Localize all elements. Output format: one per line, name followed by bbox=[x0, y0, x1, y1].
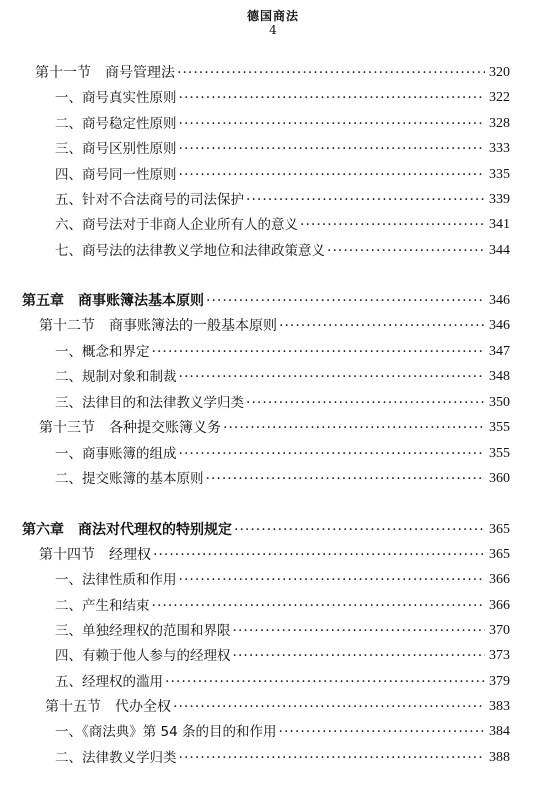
toc-page-number: 355 bbox=[489, 446, 510, 461]
toc-page-number: 341 bbox=[489, 217, 510, 232]
dot-leader bbox=[179, 163, 486, 187]
toc-item-row bbox=[55, 188, 510, 212]
toc-page-number: 366 bbox=[489, 598, 510, 613]
dot-leader bbox=[233, 644, 486, 668]
toc-entry-title: 四、有赖于他人参与的经理权 bbox=[55, 648, 231, 664]
toc-item-row bbox=[55, 619, 510, 643]
toc-entry-title: 五、经理权的滥用 bbox=[55, 674, 163, 690]
toc-item-row bbox=[55, 568, 510, 592]
toc-entry-title: 三、商号区别性原则 bbox=[55, 141, 177, 157]
toc-section-row bbox=[39, 314, 510, 338]
dot-leader bbox=[173, 695, 485, 719]
dot-leader bbox=[233, 619, 486, 643]
toc-page-number: 365 bbox=[489, 547, 510, 562]
toc-page-number: 388 bbox=[489, 750, 510, 765]
toc-page-number: 344 bbox=[489, 243, 510, 258]
toc-page-number: 335 bbox=[489, 167, 510, 182]
toc-entry-title: 六、商号法对于非商人企业所有人的意义 bbox=[55, 217, 298, 233]
dot-leader bbox=[179, 442, 486, 466]
toc-entry-title: 二、产生和结束 bbox=[55, 598, 150, 614]
toc-entry-title: 第十二节 商事账簿法的一般基本原则 bbox=[39, 318, 277, 334]
toc-item-row bbox=[55, 594, 510, 618]
dot-leader bbox=[234, 518, 485, 542]
toc-page-number: 373 bbox=[489, 648, 510, 663]
toc-page-number: 322 bbox=[489, 90, 510, 105]
toc-entry-title: 五、针对不合法商号的司法保护 bbox=[55, 192, 244, 208]
toc-entry-title: 一、法律性质和作用 bbox=[55, 572, 177, 588]
toc-section-row bbox=[39, 543, 510, 567]
toc-item-row bbox=[55, 163, 510, 187]
dot-leader bbox=[179, 365, 486, 389]
toc-item-row bbox=[55, 391, 510, 415]
dot-leader bbox=[152, 340, 486, 364]
toc-item-row bbox=[55, 112, 510, 136]
page-number: 4 bbox=[269, 23, 277, 37]
running-head-title: 德国商法 bbox=[246, 9, 299, 23]
toc-page-number: 379 bbox=[489, 674, 510, 689]
dot-leader bbox=[246, 391, 485, 415]
toc-entry-title: 七、商号法的法律教义学地位和法律政策意义 bbox=[55, 243, 325, 259]
toc-entry-title: 一、商事账簿的组成 bbox=[55, 446, 177, 462]
toc-item-row bbox=[55, 720, 510, 744]
toc-page-number: 350 bbox=[489, 395, 510, 410]
toc-entry-title: 第十三节 各种提交账簿义务 bbox=[39, 420, 221, 436]
toc-page-number: 370 bbox=[489, 623, 510, 638]
dot-leader bbox=[179, 746, 486, 770]
toc-entry-title: 一、商号真实性原则 bbox=[55, 90, 177, 106]
dot-leader bbox=[246, 188, 485, 212]
toc-entry-title: 一、概念和界定 bbox=[55, 344, 150, 360]
toc-item-row bbox=[55, 213, 510, 237]
toc-item-row bbox=[55, 670, 510, 694]
toc-page-number: 320 bbox=[489, 65, 510, 80]
toc-chapter-row bbox=[22, 289, 510, 313]
toc-item-row bbox=[55, 86, 510, 110]
toc-page-number: 328 bbox=[489, 116, 510, 131]
toc-section-row bbox=[39, 416, 510, 440]
toc-entry-title: 第十四节 经理权 bbox=[39, 547, 151, 563]
toc-item-row bbox=[55, 442, 510, 466]
dot-leader bbox=[179, 86, 486, 110]
toc-page-number: 383 bbox=[489, 699, 510, 714]
toc-item-row bbox=[55, 365, 510, 389]
toc-page-number: 360 bbox=[489, 471, 510, 486]
toc-entry-title: 二、规制对象和制裁 bbox=[55, 369, 177, 385]
toc-entry-title: 第六章 商法对代理权的特别规定 bbox=[22, 522, 232, 538]
dot-leader bbox=[179, 568, 486, 592]
dot-leader bbox=[179, 137, 486, 161]
dot-leader bbox=[179, 112, 486, 136]
toc-page-number: 346 bbox=[489, 318, 510, 333]
toc-entry-title: 第十五节 代办全权 bbox=[45, 699, 171, 715]
dot-leader bbox=[152, 594, 486, 618]
toc-page-number: 384 bbox=[489, 724, 510, 739]
toc-entry-title: 三、单独经理权的范围和界限 bbox=[55, 623, 231, 639]
dot-leader bbox=[279, 720, 485, 744]
toc-entry-title: 第五章 商事账簿法基本原则 bbox=[22, 293, 204, 309]
toc-page-number: 365 bbox=[489, 522, 510, 537]
toc-entry-title: 二、提交账簿的基本原则 bbox=[55, 471, 204, 487]
dot-leader bbox=[153, 543, 485, 567]
toc-item-row bbox=[55, 746, 510, 770]
toc-entry-title: 二、法律教义学归类 bbox=[55, 750, 177, 766]
toc-entry-title: 二、商号稳定性原则 bbox=[55, 116, 177, 132]
toc-item-row bbox=[55, 239, 510, 263]
toc-entry-title: 第十一节 商号管理法 bbox=[35, 65, 175, 81]
dot-leader bbox=[300, 213, 485, 237]
dot-leader bbox=[206, 467, 486, 491]
toc-section-row bbox=[35, 61, 510, 85]
toc-item-row bbox=[55, 137, 510, 161]
dot-leader bbox=[327, 239, 485, 263]
toc-page-number: 355 bbox=[489, 420, 510, 435]
toc-item-row bbox=[55, 340, 510, 364]
toc-page-number: 346 bbox=[489, 293, 510, 308]
toc-entry-title: 一、《商法典》第 54 条的目的和作用 bbox=[55, 724, 277, 740]
toc-page-number: 347 bbox=[489, 344, 510, 359]
toc-entry-title: 四、商号同一性原则 bbox=[55, 167, 177, 183]
toc-page-number: 333 bbox=[489, 141, 510, 156]
toc-page-number: 348 bbox=[489, 369, 510, 384]
toc-item-row bbox=[55, 467, 510, 491]
toc-section-row bbox=[45, 695, 510, 719]
toc-page-number: 366 bbox=[489, 572, 510, 587]
toc-page-number: 339 bbox=[489, 192, 510, 207]
dot-leader bbox=[206, 289, 485, 313]
page-header bbox=[0, 9, 546, 37]
dot-leader bbox=[279, 314, 485, 338]
dot-leader bbox=[223, 416, 485, 440]
dot-leader bbox=[177, 61, 485, 85]
toc-item-row bbox=[55, 644, 510, 668]
dot-leader bbox=[165, 670, 485, 694]
toc-chapter-row bbox=[22, 518, 510, 542]
toc-entry-title: 三、法律目的和法律教义学归类 bbox=[55, 395, 244, 411]
